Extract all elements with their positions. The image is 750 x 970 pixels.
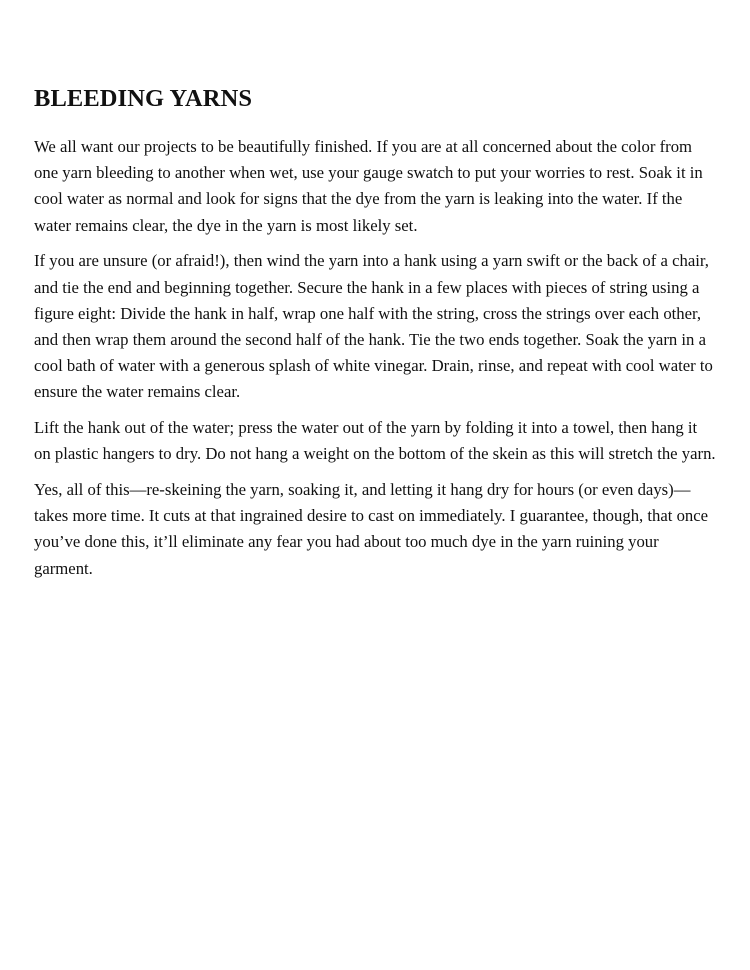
- page-title: BLEEDING YARNS: [34, 85, 253, 112]
- paragraph-1: We all want our projects to be beautifully finished. If you are at all concerned about the color from one yarn bleeding to another when wet, use your gauge swatch to put your worries to rest. Soak it in cool water as normal and look for signs that the dye from the yarn is leaking into the water. If the water remains clear, the dye in the yarn is most likely set.: [34, 137, 703, 235]
- paragraph-2: If you are unsure (or afraid!), then wind the yarn into a hank using a yarn swift or the back of a chair, and tie the end and beginning together. Secure the hank in a few places with pieces of string using a figure eight: Divide the hank in half, wrap one half with the string, cross the strings over each other, and then wrap them around the second half of the hank. Tie the two ends together. Soak the yarn in a cool bath of water with a generous splash of white vinegar. Drain, rinse, and repeat with cool water to ensure the water remains clear.: [34, 251, 713, 402]
- paragraph-3: Lift the hank out of the water; press the water out of the yarn by folding it into a towel, then hang it on plastic hangers to dry. Do not hang a weight on the bottom of the skein as this will stretch the yarn.: [34, 418, 716, 464]
- paragraph-4: Yes, all of this—re-skeining the yarn, soaking it, and letting it hang dry for hours (or even days)—takes more time. It cuts at that ingrained desire to cast on immediately. I guarantee, though, that once you’ve done this, it’ll eliminate any fear you had about too much dye in the yarn ruining your garment.: [34, 479, 709, 578]
- document-page: [34, 84, 718, 591]
